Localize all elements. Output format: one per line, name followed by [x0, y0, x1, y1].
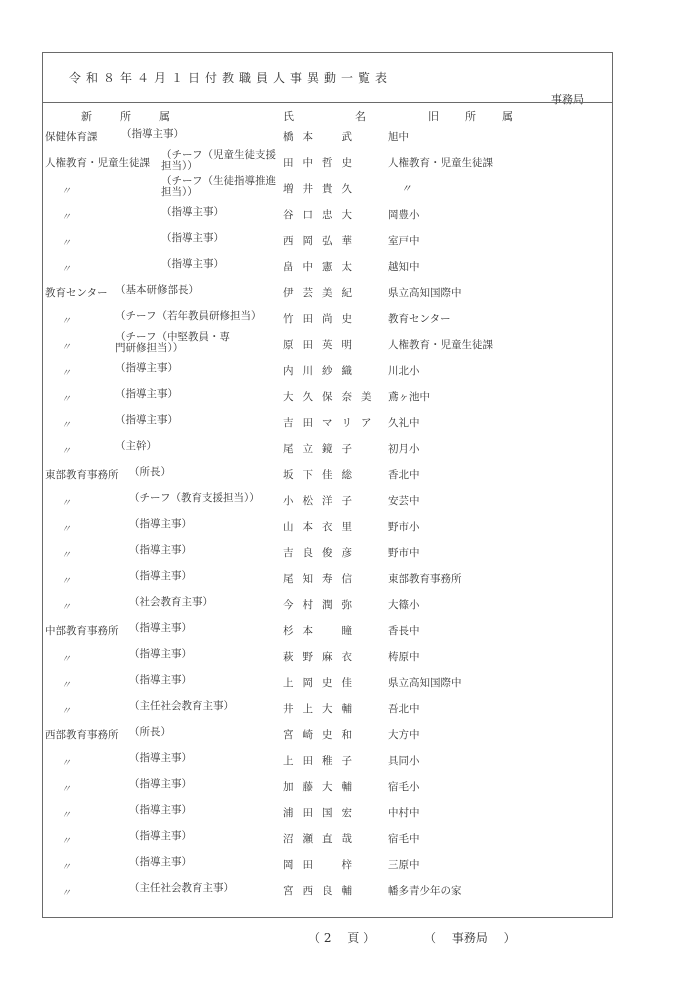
- ditto-mark: 〃: [61, 394, 71, 405]
- new-role: （指導主事）: [129, 856, 192, 868]
- ditto-mark: 〃: [61, 316, 71, 327]
- old-post: 宿毛小: [388, 781, 420, 793]
- old-post: 室戸中: [388, 235, 420, 247]
- staff-name: 伊芸美紀: [283, 287, 361, 299]
- new-role: （チーフ（若年教員研修担当）: [115, 310, 262, 322]
- staff-name: 沼瀬直哉: [283, 833, 361, 845]
- new-department: 中部教育事務所: [45, 625, 119, 637]
- staff-name: 上田稚子: [283, 755, 361, 767]
- old-post: 人権教育・児童生徒課: [388, 157, 493, 169]
- table-row: [43, 306, 612, 332]
- old-post: 鳶ヶ池中: [388, 391, 430, 403]
- new-role: （指導主事）: [115, 414, 178, 426]
- staff-name: 吉良俊彦: [283, 547, 361, 559]
- column-header-name-1: 氏: [283, 110, 294, 123]
- table-row: [43, 176, 612, 202]
- ditto-mark: 〃: [61, 550, 71, 561]
- ditto-mark: 〃: [61, 238, 71, 249]
- ditto-mark: 〃: [61, 576, 71, 587]
- new-role: （指導主事）: [129, 804, 192, 816]
- old-post: 県立高知国際中: [388, 287, 462, 299]
- ditto-mark: 〃: [61, 784, 71, 795]
- ditto-mark: 〃: [61, 810, 71, 821]
- table-row: [43, 436, 612, 462]
- ditto-mark: 〃: [61, 654, 71, 665]
- old-post: 梼原中: [388, 651, 420, 663]
- new-role: （指導主事）: [129, 648, 192, 660]
- table-row: [43, 280, 612, 306]
- ditto-mark: 〃: [61, 758, 71, 769]
- table-row: [43, 644, 612, 670]
- table-row: [43, 202, 612, 228]
- new-role: （指導主事）: [115, 362, 178, 374]
- old-post: 教育センター: [388, 313, 451, 325]
- table-row: [43, 592, 612, 618]
- old-post: 人権教育・児童生徒課: [388, 339, 493, 351]
- ditto-mark: 〃: [61, 264, 71, 275]
- personnel-table: [43, 124, 612, 904]
- new-role: （指導主事）: [129, 674, 192, 686]
- staff-name: 坂下佳総: [283, 469, 361, 481]
- new-role: （主任社会教育主事）: [129, 700, 234, 712]
- new-role: （チーフ（教育支援担当））: [129, 492, 260, 504]
- table-row: [43, 254, 612, 280]
- new-role: （チーフ（中堅教員・専門研修担当））: [115, 331, 230, 354]
- table-row: [43, 384, 612, 410]
- column-header-name-2: 名: [355, 110, 366, 123]
- office-label: 事務局: [551, 93, 584, 106]
- new-department: 教育センター: [45, 287, 108, 299]
- staff-name: 橋本 武: [283, 131, 361, 143]
- ditto-mark: 〃: [61, 524, 71, 535]
- column-header-old-post: 旧所属: [428, 110, 539, 123]
- staff-name: 山本衣里: [283, 521, 361, 533]
- table-row: [43, 722, 612, 748]
- old-post: 県立高知国際中: [388, 677, 462, 689]
- table-row: [43, 826, 612, 852]
- table-row: [43, 462, 612, 488]
- old-post: 初月小: [388, 443, 420, 455]
- ditto-mark: 〃: [61, 420, 71, 431]
- old-post: 野市中: [388, 547, 420, 559]
- ditto-mark: 〃: [61, 368, 71, 379]
- old-post: 〃: [401, 183, 412, 195]
- staff-name: 井上大輔: [283, 703, 361, 715]
- old-post: 大方中: [388, 729, 420, 741]
- ditto-mark: 〃: [61, 602, 71, 613]
- new-role: （指導主事）: [129, 622, 192, 634]
- staff-name: 谷口忠大: [283, 209, 361, 221]
- new-role: （指導主事）: [161, 232, 224, 244]
- column-header-new-post: 新所属: [81, 110, 198, 123]
- old-post: 久礼中: [388, 417, 420, 429]
- staff-name: 内川紗織: [283, 365, 361, 377]
- table-row: [43, 774, 612, 800]
- staff-name: 加藤大輔: [283, 781, 361, 793]
- old-post: 東部教育事務所: [388, 573, 462, 585]
- staff-name: 小松洋子: [283, 495, 361, 507]
- old-post: 幡多青少年の家: [388, 885, 462, 897]
- staff-name: 大久保奈美: [283, 391, 381, 403]
- staff-name: 尾知寿信: [283, 573, 361, 585]
- new-department: 西部教育事務所: [45, 729, 119, 741]
- old-post: 野市小: [388, 521, 420, 533]
- ditto-mark: 〃: [61, 446, 71, 457]
- old-post: 香長中: [388, 625, 420, 637]
- footer-office: （ 事務局 ）: [424, 931, 516, 945]
- ditto-mark: 〃: [61, 706, 71, 717]
- new-role: （主任社会教育主事）: [129, 882, 234, 894]
- ditto-mark: 〃: [61, 680, 71, 691]
- table-row: [43, 332, 612, 358]
- old-post: 越知中: [388, 261, 420, 273]
- staff-name: 田中哲史: [283, 157, 361, 169]
- table-row: [43, 878, 612, 904]
- new-role: （指導主事）: [129, 570, 192, 582]
- staff-name: 原田英明: [283, 339, 361, 351]
- new-role: （チーフ（児童生徒支援担当））: [161, 149, 276, 172]
- ditto-mark: 〃: [61, 186, 71, 197]
- ditto-mark: 〃: [61, 498, 71, 509]
- new-role: （指導主事）: [129, 752, 192, 764]
- new-role: （指導主事）: [129, 830, 192, 842]
- old-post: 川北小: [388, 365, 420, 377]
- staff-name: 上岡史佳: [283, 677, 361, 689]
- table-row: [43, 410, 612, 436]
- table-row: [43, 124, 612, 150]
- new-role: （基本研修部長）: [115, 284, 199, 296]
- new-role: （主幹）: [115, 440, 157, 452]
- table-row: [43, 696, 612, 722]
- table-row: [43, 852, 612, 878]
- new-role: （指導主事）: [129, 518, 192, 530]
- staff-name: 増井貴久: [283, 183, 361, 195]
- new-role: （所長）: [129, 466, 171, 478]
- new-department: 保健体育課: [45, 131, 98, 143]
- staff-name: 畠中憲太: [283, 261, 361, 273]
- old-post: 具同小: [388, 755, 420, 767]
- table-row: [43, 618, 612, 644]
- ditto-mark: 〃: [61, 342, 71, 353]
- old-post: 香北中: [388, 469, 420, 481]
- document-title: 令和８年４月１日付教職員人事異動一覧表: [69, 71, 393, 85]
- new-department: 人権教育・児童生徒課: [45, 157, 150, 169]
- staff-name: 宮崎史和: [283, 729, 361, 741]
- new-role: （指導主事）: [129, 778, 192, 790]
- table-row: [43, 150, 612, 176]
- new-role: （指導主事）: [161, 206, 224, 218]
- old-post: 吾北中: [388, 703, 420, 715]
- new-role: （チーフ（生徒指導推進担当））: [161, 175, 276, 198]
- staff-name: 竹田尚史: [283, 313, 361, 325]
- staff-name: 萩野麻衣: [283, 651, 361, 663]
- table-row: [43, 358, 612, 384]
- old-post: 宿毛中: [388, 833, 420, 845]
- table-row: [43, 540, 612, 566]
- staff-name: 今村潤弥: [283, 599, 361, 611]
- header-divider: [43, 102, 612, 103]
- page-number: （ 2 頁 ）: [308, 931, 376, 945]
- staff-name: 宮西良輔: [283, 885, 361, 897]
- ditto-mark: 〃: [61, 212, 71, 223]
- table-row: [43, 800, 612, 826]
- table-row: [43, 488, 612, 514]
- staff-name: 杉本 瞳: [283, 625, 361, 637]
- ditto-mark: 〃: [61, 888, 71, 899]
- table-row: [43, 748, 612, 774]
- old-post: 三原中: [388, 859, 420, 871]
- table-row: [43, 670, 612, 696]
- new-role: （社会教育主事）: [129, 596, 213, 608]
- new-role: （指導主事）: [121, 128, 184, 140]
- new-department: 東部教育事務所: [45, 469, 119, 481]
- ditto-mark: 〃: [61, 836, 71, 847]
- old-post: 安芸中: [388, 495, 420, 507]
- new-role: （指導主事）: [115, 388, 178, 400]
- new-role: （指導主事）: [161, 258, 224, 270]
- staff-name: 吉田マリア: [283, 417, 381, 429]
- staff-name: 浦田国宏: [283, 807, 361, 819]
- old-post: 岡豊小: [388, 209, 420, 221]
- new-role: （指導主事）: [129, 544, 192, 556]
- table-row: [43, 514, 612, 540]
- staff-name: 西岡弘華: [283, 235, 361, 247]
- old-post: 旭中: [388, 131, 409, 143]
- document-frame: [42, 52, 613, 918]
- new-role: （所長）: [129, 726, 171, 738]
- ditto-mark: 〃: [61, 862, 71, 873]
- old-post: 大篠小: [388, 599, 420, 611]
- staff-name: 岡田 梓: [283, 859, 361, 871]
- table-row: [43, 228, 612, 254]
- old-post: 中村中: [388, 807, 420, 819]
- staff-name: 尾立鏡子: [283, 443, 361, 455]
- table-row: [43, 566, 612, 592]
